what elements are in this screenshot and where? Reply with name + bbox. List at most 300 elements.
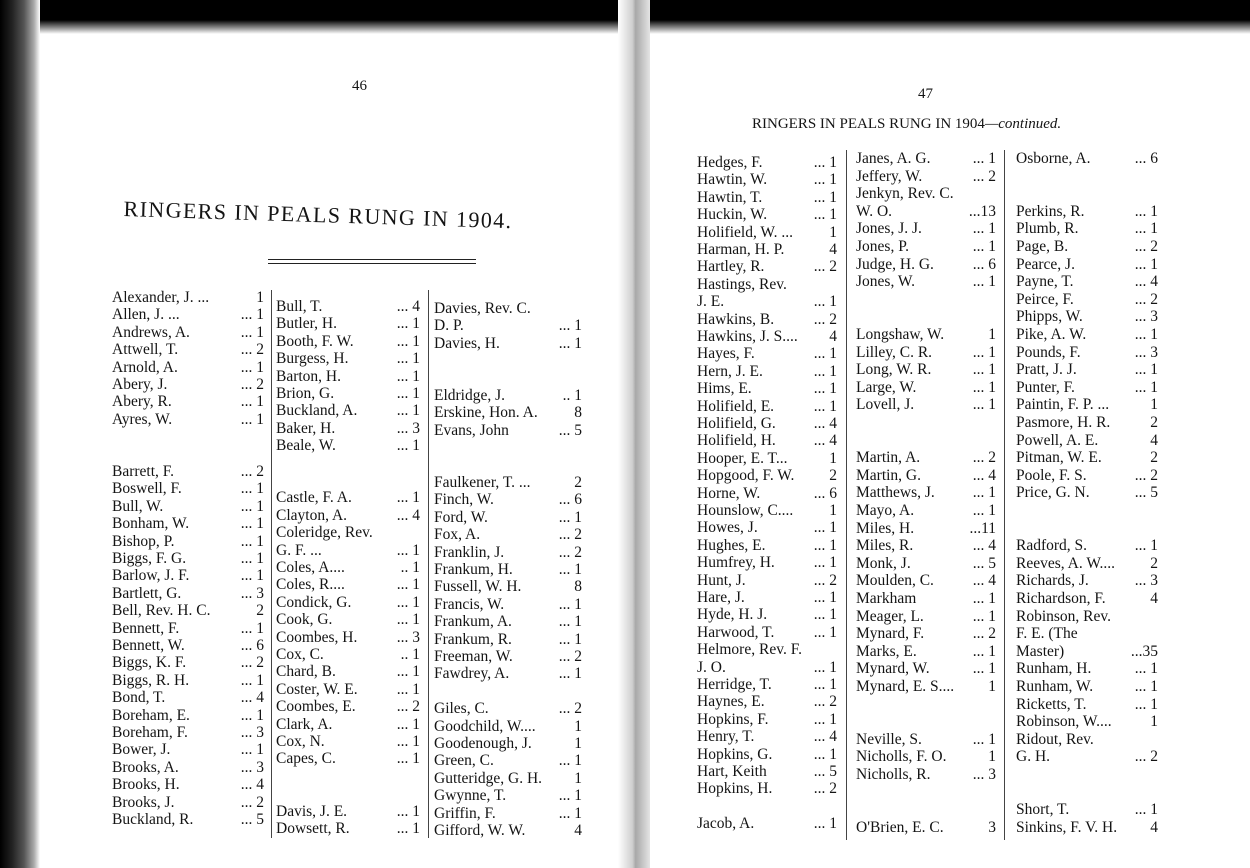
ringer-name: Miles, R. [856, 537, 914, 555]
ringer-name: Robinson, Rev. [1016, 607, 1112, 625]
peal-count: ... 1 [813, 345, 837, 363]
peal-count: ... 1 [396, 750, 420, 768]
ringer-name: Davies, H. [434, 334, 500, 352]
peal-count: ... 6 [813, 484, 837, 502]
index-entry [434, 335, 582, 353]
peal-count: 8 [574, 404, 582, 422]
ringer-name: Radford, S. [1016, 537, 1088, 555]
index-entry [856, 379, 996, 397]
peal-count: 2 [829, 467, 837, 485]
ringer-name: Meager, L. [856, 607, 924, 625]
ringer-name: Gwynne, T. [434, 787, 507, 805]
ringer-name: Master) [1016, 642, 1065, 660]
index-entry [856, 643, 996, 661]
index-entry [112, 567, 264, 585]
ringer-name: Moulden, C. [856, 572, 934, 590]
index-entry [856, 484, 996, 502]
index-entry [697, 328, 837, 346]
index-entry [697, 815, 837, 833]
peal-count: ... 1 [240, 550, 264, 567]
peal-count: 4 [1150, 431, 1158, 449]
index-entry [1016, 660, 1158, 678]
peal-count: ... 1 [972, 484, 996, 502]
ringer-name: Castle, F. A. [276, 489, 352, 507]
index-entry [434, 474, 582, 492]
ringer-name: Coles, A.... [276, 559, 345, 576]
peal-count: ... 1 [558, 804, 582, 822]
ringer-name: Faulkener, T. ... [434, 474, 531, 491]
index-entry [856, 150, 996, 168]
peal-count: ... 1 [558, 334, 582, 352]
index-entry [434, 718, 582, 736]
ringer-name: Biggs, K. F. [112, 654, 187, 672]
index-entry [697, 171, 837, 189]
peal-count: ... 1 [396, 385, 420, 402]
title-rule [268, 259, 476, 264]
peal-count: ... 1 [240, 532, 264, 550]
ringer-name: Osborne, A. [1016, 150, 1091, 167]
peal-count: 1 [829, 502, 837, 519]
peal-count: ...13 [968, 202, 996, 220]
peal-count: ... 4 [396, 506, 420, 524]
ringer-name: Reeves, A. W.... [1016, 554, 1116, 572]
index-entry [856, 256, 996, 274]
peal-count: ... 2 [558, 700, 582, 718]
ringer-name: Hawkins, J. S.... [697, 328, 798, 345]
peal-count: ... 1 [813, 676, 837, 693]
ringer-name: Fox, A. [434, 526, 481, 544]
ringer-name: Jacob, A. [697, 815, 755, 833]
ringer-name: Hounslow, C.... [697, 502, 794, 519]
ringer-name: Pearce, J. [1016, 255, 1075, 273]
peal-count: .. 1 [562, 387, 582, 404]
peal-count: ... 1 [813, 188, 837, 206]
index-entry [276, 733, 420, 751]
index-entry [434, 822, 582, 840]
peal-count: ... 1 [972, 502, 996, 519]
ringer-name: Hawtin, T. [697, 188, 763, 206]
index-entry [697, 746, 837, 764]
index-entry [1016, 220, 1158, 238]
index-entry [276, 594, 420, 612]
ringer-name: Condick, G. [276, 593, 352, 611]
peal-count: ... 2 [972, 449, 996, 467]
index-entry [276, 681, 420, 699]
ringer-name: Bennett, W. [112, 637, 185, 654]
peal-count: ... 2 [813, 571, 837, 589]
index-entry [434, 770, 582, 788]
peal-count: ... 2 [813, 693, 837, 711]
index-entry [112, 498, 264, 516]
peal-count: .. 1 [400, 559, 420, 576]
index-entry [1016, 273, 1158, 291]
index-entry [434, 544, 582, 562]
index-entry [856, 590, 996, 608]
index-entry [856, 238, 996, 256]
ringer-name: Goodchild, W.... [434, 717, 536, 735]
index-entry [434, 648, 582, 666]
ringer-name: Hart, Keith [697, 763, 767, 780]
peal-count: ... 4 [972, 466, 996, 484]
index-entry [112, 341, 264, 359]
index-entry [697, 276, 837, 294]
peal-count: 2 [256, 602, 264, 620]
index-entry [697, 206, 837, 224]
peal-count: ... 1 [558, 665, 582, 683]
peal-count: ... 1 [813, 293, 837, 311]
peal-count: 1 [988, 326, 996, 343]
ringer-name: Horne, W. [697, 484, 761, 502]
peal-count: ... 1 [240, 567, 264, 585]
peal-count: ... 3 [396, 628, 420, 646]
index-entry [276, 489, 420, 507]
peal-count: ... 1 [240, 358, 264, 376]
peal-count: ... 3 [1134, 343, 1158, 361]
index-entry [112, 463, 264, 481]
index-entry [856, 326, 996, 344]
ringer-name: Boreham, E. [112, 706, 190, 724]
ringer-name: Holifield, H. [697, 432, 776, 450]
index-entry [697, 693, 837, 711]
ringer-name: Martin, G. [856, 466, 922, 484]
peal-count: ... 1 [1134, 202, 1158, 220]
ringer-name: Hare, J. [697, 589, 745, 606]
index-entry [1016, 801, 1158, 819]
ringer-name: Neville, S. [856, 730, 922, 748]
peal-count: ... 1 [972, 660, 996, 678]
ringer-name: Martin, A. [856, 449, 921, 467]
ringer-name: Poole, F. S. [1016, 466, 1087, 484]
peal-count: 1 [1150, 396, 1158, 414]
ringer-name: Ayres, W. [112, 410, 173, 428]
ringer-name: Andrews, A. [112, 323, 190, 341]
index-entry [1016, 625, 1158, 643]
ringer-name: Jones, J. J. [856, 220, 922, 238]
index-entry [276, 350, 420, 368]
peal-count: ... 5 [972, 554, 996, 572]
peal-count: ... 1 [972, 273, 996, 291]
ringer-name: Phipps, W. [1016, 308, 1083, 326]
peal-count: ... 1 [972, 150, 996, 167]
ringer-name: Huckin, W. [697, 206, 768, 224]
ringer-name: Bond, T. [112, 689, 166, 707]
ringer-name: Plumb, R. [1016, 220, 1079, 238]
index-entry [1016, 414, 1158, 432]
peal-count: ... 3 [240, 724, 264, 741]
ringer-name: Fawdrey, A. [434, 665, 510, 683]
index-entry [856, 273, 996, 291]
peal-count: ... 1 [240, 497, 264, 515]
ringer-name: J. E. [697, 293, 725, 311]
index-entry [1016, 572, 1158, 590]
index-entry [434, 561, 582, 579]
peal-count: ... 1 [396, 611, 420, 629]
ringer-name: Humfrey, H. [697, 554, 775, 572]
index-entry [697, 711, 837, 729]
ringer-name: Matthews, J. [856, 484, 935, 502]
peal-count: ... 1 [1134, 695, 1158, 713]
peal-count: ... 1 [813, 397, 837, 415]
ringer-name: Jeffery, W. [856, 167, 923, 185]
ringer-name: Brooks, A. [112, 758, 179, 776]
ringer-name: Allen, J. ... [112, 306, 180, 324]
index-entry [276, 663, 420, 681]
index-entry [856, 678, 996, 696]
index-entry [856, 520, 996, 538]
peal-count: ... 2 [813, 780, 837, 798]
peal-count: ... 1 [813, 536, 837, 554]
peal-count: 4 [829, 328, 837, 345]
peal-count: ... 1 [1134, 678, 1158, 695]
peal-count: ... 1 [396, 593, 420, 611]
ringer-name: Finch, W. [434, 491, 494, 509]
peal-count: ... 4 [813, 432, 837, 450]
peal-count: ... 1 [972, 343, 996, 361]
peal-count: ... 2 [396, 698, 420, 716]
index-entry [1016, 590, 1158, 608]
ringer-name: Harwood, T. [697, 623, 775, 641]
peal-count: ... 4 [396, 298, 420, 315]
ringer-name: Peirce, F. [1016, 290, 1074, 308]
ringer-name: Attwell, T. [112, 341, 179, 359]
peal-count: ... 1 [1134, 361, 1158, 379]
ringer-name: Davies, Rev. C. [434, 300, 531, 317]
peal-count: ... 1 [396, 367, 420, 385]
ringer-name: Henry, T. [697, 728, 755, 746]
ringer-name: Buckland, R. [112, 811, 194, 828]
ringer-name: Biggs, F. G. [112, 550, 187, 567]
peal-count: ... 1 [558, 595, 582, 613]
peal-count: ... 1 [972, 396, 996, 414]
index-entry [434, 631, 582, 649]
peal-count: ...35 [1130, 642, 1158, 660]
index-entry [697, 763, 837, 781]
ringer-name: Short, T. [1016, 801, 1070, 819]
peal-count: ... 1 [813, 710, 837, 728]
index-entry [856, 502, 996, 520]
ringer-name: Clayton, A. [276, 506, 348, 524]
page-title-right [752, 116, 1061, 133]
ringer-name: Hawtin, W. [697, 171, 768, 189]
index-entry [856, 344, 996, 362]
peal-count: ... 4 [813, 728, 837, 746]
ringer-name: Coles, R.... [276, 576, 345, 594]
ringer-name: Hern, J. E. [697, 362, 763, 380]
index-entry [697, 502, 837, 520]
index-entry [276, 402, 420, 420]
index-entry [697, 606, 837, 624]
peal-count: ... 5 [813, 763, 837, 780]
ringer-name: Miles, H. [856, 519, 915, 537]
peal-count: ... 2 [972, 167, 996, 185]
index-entry [697, 415, 837, 433]
index-entry [1016, 678, 1158, 696]
index-entry [697, 258, 837, 276]
ringer-name: Pasmore, H. R. [1016, 414, 1111, 431]
ringer-name: Baker, H. [276, 419, 336, 437]
index-entry [276, 437, 420, 455]
ringer-name: Green, C. [434, 752, 494, 770]
peal-count: 4 [574, 822, 582, 839]
ringer-name: Evans, John [434, 421, 509, 439]
ringer-name: Francis, W. [434, 595, 505, 613]
ringer-name: Lilley, C. R. [856, 343, 933, 361]
peal-count: ... 1 [396, 332, 420, 350]
ringer-name: Bartlett, G. [112, 584, 182, 602]
index-entry [112, 393, 264, 411]
index-entry [112, 324, 264, 342]
peal-count: ... 1 [558, 613, 582, 631]
peal-count: ... 2 [1134, 290, 1158, 308]
index-entry [434, 596, 582, 614]
ringer-name: Brion, G. [276, 385, 335, 402]
index-entry [1016, 379, 1158, 397]
peal-count: ... 1 [1134, 801, 1158, 819]
index-entry [276, 646, 420, 664]
ringer-name: Pounds, F. [1016, 343, 1081, 361]
index-entry [697, 450, 837, 468]
peal-count: ... 4 [240, 689, 264, 707]
ringer-name: Pitman, W. E. [1016, 449, 1102, 467]
peal-count: ... 1 [396, 576, 420, 594]
ringer-name: Erskine, Hon. A. [434, 404, 538, 422]
ringer-name: G. F. ... [276, 541, 322, 559]
ringer-name: Abery, J. [112, 376, 168, 393]
index-entry [276, 298, 420, 316]
index-entry [434, 300, 582, 318]
ringer-name: Coombes, E. [276, 698, 356, 716]
index-entry [276, 385, 420, 403]
index-entry [1016, 326, 1158, 344]
ringer-name: Hayes, F. [697, 345, 755, 363]
ringer-name: Hooper, E. T... [697, 449, 788, 467]
ringer-name: J. O. [697, 658, 726, 676]
index-entry [276, 611, 420, 629]
peal-count: 1 [988, 678, 996, 695]
ringer-name: Pratt, J. J. [1016, 361, 1077, 379]
peal-count: ... 1 [972, 642, 996, 660]
peal-count: ... 1 [813, 171, 837, 189]
ringer-name: Biggs, R. H. [112, 671, 190, 689]
peal-count: ... 1 [558, 508, 582, 526]
index-entry [1016, 396, 1158, 414]
index-entry [276, 820, 420, 838]
index-entry [1016, 203, 1158, 221]
ringer-name: Page, B. [1016, 238, 1069, 255]
peal-count: ... 1 [396, 437, 420, 455]
index-entry [112, 724, 264, 742]
peal-count: ... 1 [240, 393, 264, 411]
index-entry [856, 537, 996, 555]
index-entry [276, 698, 420, 716]
index-entry [434, 805, 582, 823]
peal-count: 2 [1150, 449, 1158, 467]
peal-count: ... 1 [813, 623, 837, 641]
index-entry [1016, 256, 1158, 274]
index-entry [112, 550, 264, 568]
index-entry [697, 728, 837, 746]
ringer-name: Barton, H. [276, 367, 342, 385]
ringer-name: Boswell, F. [112, 480, 182, 498]
column-divider [428, 290, 429, 838]
peal-count: ... 1 [240, 410, 264, 428]
ringer-name: Hawkins, B. [697, 310, 775, 328]
ringer-name: Long, W. R. [856, 361, 932, 379]
index-entry [112, 672, 264, 690]
peal-count: ... 1 [558, 630, 582, 648]
ringer-name: O'Brien, E. C. [856, 818, 944, 836]
ringer-name: Hastings, Rev. [697, 275, 787, 293]
peal-count: ... 1 [972, 361, 996, 379]
index-entry [697, 398, 837, 416]
ringer-name: Coombes, H. [276, 628, 358, 646]
ringer-name: Mynard, E. S.... [856, 678, 955, 695]
ringer-name: Nicholls, F. O. [856, 748, 947, 766]
peal-count: 8 [574, 578, 582, 596]
ringer-name: Monk, J. [856, 554, 911, 572]
ringer-name: F. E. (The [1016, 625, 1078, 643]
index-entry [856, 361, 996, 379]
peal-count: ... 2 [240, 463, 264, 480]
index-entry [856, 449, 996, 467]
index-entry [112, 411, 264, 429]
ringer-name: Hyde, H. J. [697, 606, 768, 624]
peal-count: ... 1 [396, 541, 420, 559]
peal-count: ... 1 [813, 606, 837, 624]
peal-count: 4 [1150, 590, 1158, 607]
peal-count: ... 1 [396, 715, 420, 733]
ringer-name: Jenkyn, Rev. C. [856, 185, 954, 203]
peal-count: ... 1 [813, 745, 837, 763]
ringer-name: Pike, A. W. [1016, 326, 1087, 343]
index-entry [434, 578, 582, 596]
peal-count: ... 4 [240, 776, 264, 794]
peal-count: ... 1 [240, 323, 264, 341]
index-entry [276, 629, 420, 647]
peal-count: ... 2 [240, 793, 264, 811]
peal-count: ... 1 [396, 402, 420, 420]
peal-count: 1 [1150, 713, 1158, 731]
book-spine [0, 0, 40, 868]
peal-count: ... 6 [972, 255, 996, 273]
peal-count: ... 1 [240, 515, 264, 533]
index-entry [697, 676, 837, 694]
index-entry [276, 559, 420, 577]
index-entry [1016, 537, 1158, 555]
ringer-name: Bishop, P. [112, 532, 175, 550]
index-entry [112, 289, 264, 307]
index-entry [276, 368, 420, 386]
peal-count: ... 1 [972, 238, 996, 255]
ringer-name: Longshaw, W. [856, 326, 945, 343]
ringer-name: Richardson, F. [1016, 590, 1106, 607]
peal-count: ... 1 [972, 378, 996, 396]
index-entry [112, 776, 264, 794]
ringer-name: Jones, P. [856, 238, 909, 255]
peal-count: 2 [574, 474, 582, 491]
ringer-name: Barlow, J. F. [112, 567, 190, 585]
ringer-name: Griffin, F. [434, 804, 496, 822]
ringer-name: Hopkins, F. [697, 710, 769, 728]
ringer-name: Franklin, J. [434, 543, 505, 561]
ringer-name: Capes, C. [276, 750, 336, 768]
peal-count: 4 [1150, 818, 1158, 836]
ringer-name: Chard, B. [276, 663, 336, 681]
peal-count: ... 5 [1134, 484, 1158, 502]
index-entry [1016, 361, 1158, 379]
peal-count: ... 2 [813, 310, 837, 328]
peal-count: ... 1 [396, 315, 420, 333]
